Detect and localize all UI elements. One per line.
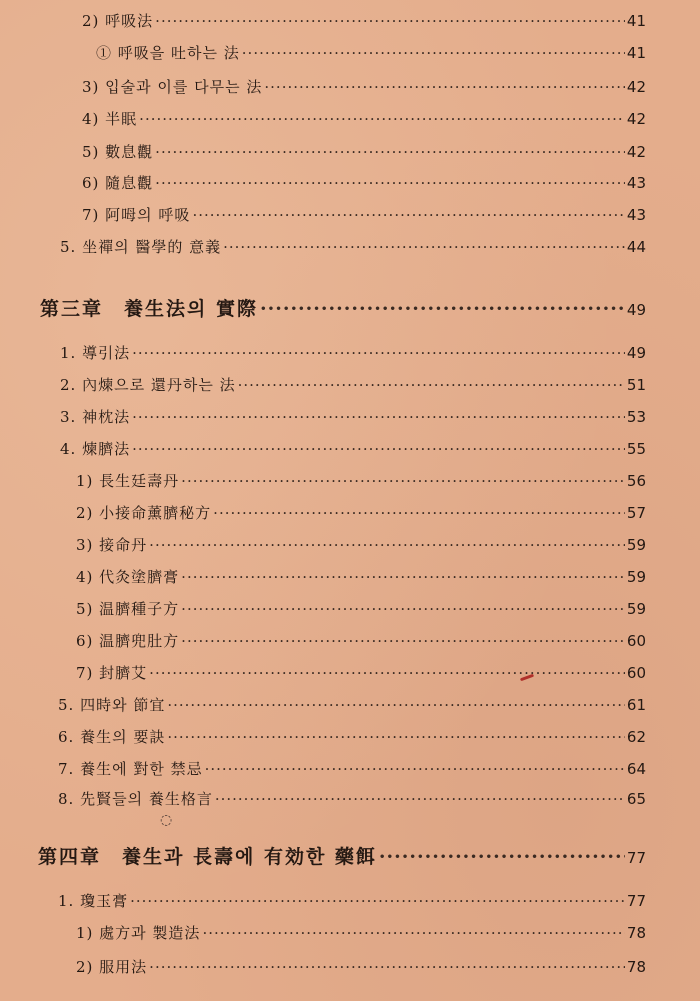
toc-entry <box>82 143 646 163</box>
leader-dots <box>167 696 625 714</box>
toc-entry <box>82 206 646 226</box>
chapter-heading <box>38 844 646 870</box>
toc-entry-page: 60 <box>626 632 646 650</box>
leader-dots <box>149 664 625 682</box>
toc-entry-page: 41 <box>626 44 646 62</box>
toc-entry-page: 56 <box>626 472 646 490</box>
chapter-page: 77 <box>626 849 646 867</box>
toc-entry-page: 43 <box>626 174 646 192</box>
toc-entry-page: 77 <box>626 892 646 910</box>
leader-dots <box>149 536 625 554</box>
leader-dots <box>264 78 625 96</box>
toc-entry <box>76 504 646 524</box>
toc-entry <box>60 440 646 460</box>
toc-entry <box>58 696 646 716</box>
toc-entry-title: ① 呼吸을 吐하는 法 <box>96 44 240 62</box>
leader-dots <box>132 408 625 426</box>
toc-entry <box>60 408 646 428</box>
chapter-heading <box>40 296 646 322</box>
toc-entry-page: 60 <box>626 664 646 682</box>
toc-entry-page: 42 <box>626 143 646 161</box>
leader-dots <box>181 600 625 618</box>
toc-entry <box>76 568 646 588</box>
toc-entry-title: 3) 接命丹 <box>76 536 148 554</box>
toc-entry-page: 57 <box>626 504 646 522</box>
toc-entry-title: 5) 數息觀 <box>82 143 154 161</box>
toc-entry <box>58 892 646 912</box>
toc-entry <box>96 44 646 64</box>
toc-entry <box>58 790 646 810</box>
toc-entry-title: 2) 小接命薰臍秘方 <box>76 504 212 522</box>
toc-entry-page: 64 <box>626 760 646 778</box>
toc-entry-title: 5. 四時와 節宜 <box>58 696 166 714</box>
chapter-title: 第三章 養生法의 實際 <box>40 298 258 320</box>
toc-entry <box>58 760 646 780</box>
toc-entry-page: 43 <box>626 206 646 224</box>
toc-entry-title: 4. 煉臍法 <box>60 440 131 458</box>
leader-dots <box>213 504 625 522</box>
toc-entry <box>60 376 646 396</box>
toc-entry-page: 59 <box>626 536 646 554</box>
toc-entry-title: 1) 長生廷壽丹 <box>76 472 180 490</box>
toc-entry-page: 55 <box>626 440 646 458</box>
leader-dots <box>181 632 625 650</box>
leader-dots <box>238 376 625 394</box>
toc-entry <box>82 12 646 32</box>
toc-entry-title: 2) 呼吸法 <box>82 12 154 30</box>
toc-entry-page: 59 <box>626 568 646 586</box>
toc-entry <box>82 110 646 130</box>
leader-dots <box>167 728 625 746</box>
toc-entry-page: 78 <box>626 924 646 942</box>
toc-entry <box>82 174 646 194</box>
leader-dots <box>379 844 625 870</box>
toc-entry-title: 8. 先賢들의 養生格言 <box>58 790 213 808</box>
toc-entry-page: 41 <box>626 12 646 30</box>
toc-entry <box>76 632 646 652</box>
toc-entry-title: 7. 養生에 對한 禁忌 <box>58 760 203 778</box>
toc-entry-title: 6. 養生의 要訣 <box>58 728 166 746</box>
toc-entry <box>60 238 646 258</box>
leader-dots <box>202 924 624 942</box>
toc-entry-title: 5) 温臍種子方 <box>76 600 180 618</box>
leader-dots <box>155 174 625 192</box>
toc-entry-page: 42 <box>626 110 646 128</box>
toc-entry <box>76 472 646 492</box>
toc-entry <box>60 344 646 364</box>
leader-dots <box>205 760 625 778</box>
toc-entry <box>76 958 646 978</box>
leader-dots <box>139 110 625 128</box>
toc-entry-page: 59 <box>626 600 646 618</box>
toc-entry-title: 1. 瓊玉膏 <box>58 892 129 910</box>
toc-entry-title: 6) 温臍兜肚方 <box>76 632 180 650</box>
leader-dots <box>149 958 625 976</box>
leader-dots <box>192 206 624 224</box>
leader-dots <box>223 238 625 256</box>
toc-entry <box>76 536 646 556</box>
toc-entry-title: 3. 神枕法 <box>60 408 131 426</box>
chapter-page: 49 <box>626 301 646 319</box>
toc-entry-page: 61 <box>626 696 646 714</box>
print-blemish-icon: ◌ <box>160 812 173 828</box>
toc-entry-title: 1. 導引法 <box>60 344 131 362</box>
toc-entry-title: 6) 隨息觀 <box>82 174 154 192</box>
leader-dots <box>260 296 625 322</box>
toc-entry-title: 7) 封臍艾 <box>76 664 148 682</box>
toc-entry-page: 42 <box>626 78 646 96</box>
toc-entry-title: 3) 입술과 이를 다무는 法 <box>82 78 263 96</box>
toc-entry-title: 7) 阿呣의 呼吸 <box>82 206 191 224</box>
chapter-title: 第四章 養生과 長壽에 有効한 藥餌 <box>38 846 377 868</box>
toc-entry <box>82 78 646 98</box>
toc-entry <box>76 664 646 684</box>
toc-entry-page: 65 <box>626 790 646 808</box>
toc-entry-title: 2. 內煉으로 還丹하는 法 <box>60 376 236 394</box>
leader-dots <box>242 44 625 62</box>
leader-dots <box>181 472 625 490</box>
leader-dots <box>155 12 625 30</box>
toc-entry-page: 53 <box>626 408 646 426</box>
toc-entry-page: 78 <box>626 958 646 976</box>
leader-dots <box>132 344 625 362</box>
leader-dots <box>130 892 625 910</box>
toc-entry-title: 5. 坐禪의 醫學的 意義 <box>60 238 222 256</box>
toc-entry <box>76 924 646 944</box>
leader-dots <box>215 790 625 808</box>
toc-entry-page: 62 <box>626 728 646 746</box>
toc-entry-title: 1) 處方과 製造法 <box>76 924 201 942</box>
toc-entry-page: 44 <box>626 238 646 256</box>
leader-dots <box>132 440 625 458</box>
toc-entry-title: 4) 代灸塗臍膏 <box>76 568 180 586</box>
toc-entry-page: 51 <box>626 376 646 394</box>
toc-entry-title: 4) 半眠 <box>82 110 138 128</box>
toc-entry-title: 2) 服用法 <box>76 958 148 976</box>
toc-entry <box>76 600 646 620</box>
leader-dots <box>181 568 625 586</box>
toc-entry <box>58 728 646 748</box>
toc-entry-page: 49 <box>626 344 646 362</box>
leader-dots <box>155 143 625 161</box>
